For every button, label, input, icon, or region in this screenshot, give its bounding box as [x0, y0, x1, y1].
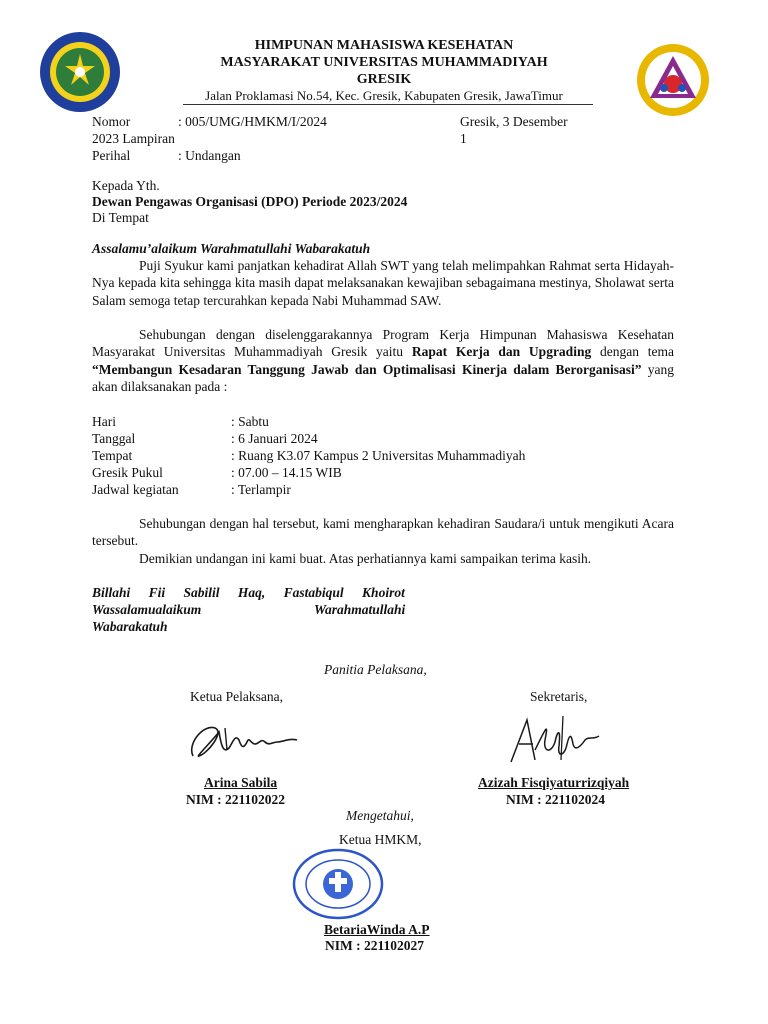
p2-text-c: dengan tema	[591, 344, 674, 360]
p2-text-e: yang akan dilaksanakan pada :	[92, 361, 674, 395]
kop-line-2: MASYARAKAT UNIVERSITAS MUHAMMADIYAH	[220, 55, 548, 70]
detail-value: : Ruang K3.07 Kampus 2 Universitas Muhammadiyah	[231, 448, 526, 463]
detail-value: : 6 Januari 2024	[231, 431, 318, 446]
detail-label: Tanggal	[92, 431, 136, 446]
mengetahui-label: Mengetahui,	[346, 808, 414, 823]
ketua-name: Arina Sabila	[204, 775, 278, 790]
ketua-signature	[185, 714, 305, 766]
closing-line-1: Billahi Fii Sabilil Haq, Fastabiqul Khoirot	[92, 585, 405, 600]
sekretaris-title: Sekretaris,	[530, 689, 588, 704]
p2-event-name: Rapat Kerja dan Upgrading	[411, 344, 592, 360]
closing-line-2a: Wassalamualaikum	[92, 602, 202, 617]
greeting: Assalamu’alaikum Warahmatullahi Wabarakatuh	[92, 241, 371, 256]
kop-address: Jalan Proklamasi No.54, Kec. Gresik, Kabupaten Gresik, JawaTimur	[205, 88, 563, 103]
detail-value: : Terlampir	[231, 482, 291, 497]
date-line-1: Gresik, 3 Desember	[460, 114, 568, 129]
perihal-value: : Undangan	[178, 148, 241, 163]
kop-divider	[183, 104, 593, 105]
detail-label: Tempat	[92, 448, 133, 463]
sekretaris-signature	[505, 710, 605, 770]
detail-label: Gresik Pukul	[92, 465, 163, 480]
kop-line-1: HIMPUNAN MAHASISWA KESEHATAN	[254, 38, 514, 53]
hmkm-title: Ketua HMKM,	[339, 832, 422, 847]
recipient-line-2: Dewan Pengawas Organisasi (DPO) Periode 2023/2024	[92, 194, 408, 209]
nomor-label: Nomor	[92, 114, 131, 129]
hmkm-name: BetariaWinda A.P	[324, 922, 430, 937]
hmkm-stamp	[290, 846, 386, 922]
paragraph-2	[92, 326, 674, 396]
detail-label: Hari	[92, 414, 116, 429]
p2-text-a: Sehubungan dengan diselenggarakannya Program Kerja Himpunan Mahasiswa Kesehatan Masyarakat Universitas Muhammadiyah Gresik yaitu	[92, 327, 674, 360]
panitia-label: Panitia Pelaksana,	[324, 662, 427, 677]
paragraph-4: Demikian undangan ini kami buat. Atas perhatiannya kami sampaikan terima kasih.	[139, 551, 592, 566]
date-line-2: 1	[460, 131, 467, 146]
closing-line-2b: Warahmatullahi	[314, 602, 406, 617]
perihal-label: Perihal	[92, 148, 131, 163]
detail-value: : 07.00 – 14.15 WIB	[231, 465, 342, 480]
kop-line-3: GRESIK	[356, 72, 412, 87]
hmkm-nim: NIM : 221102027	[325, 938, 424, 953]
recipient-line-1: Kepada Yth.	[92, 178, 160, 193]
p2-theme: “Membangun Kesadaran Tanggung Jawab dan Optimalisasi Kinerja dalam Berorganisasi”	[92, 361, 642, 377]
ketua-nim: NIM : 221102022	[186, 792, 285, 807]
paragraph-1: Puji Syukur kami panjatkan kehadirat Allah SWT yang telah melimpahkan Rahmat serta Hidayah-Nya kepada kita sehingga kita masih dapat melaksanakan kewajiban sebagaimana mestinya, Sholawat serta Salam semoga tetap tercurahkan kepada Nabi Muhammad SAW.	[92, 258, 674, 308]
sekretaris-name: Azizah Fisqiyaturrizqiyah	[478, 775, 630, 790]
paragraph-3: Sehubungan dengan hal tersebut, kami mengharapkan kehadiran Saudara/i untuk mengikuti Acara tersebut.	[92, 516, 674, 549]
right-logo	[632, 42, 714, 118]
detail-label: Jadwal kegiatan	[92, 482, 179, 497]
recipient-line-3: Di Tempat	[92, 210, 149, 225]
closing-line-3: Wabarakatuh	[92, 619, 168, 634]
nomor-value: : 005/UMG/HMKM/I/2024	[178, 114, 327, 129]
sekretaris-nim: NIM : 221102024	[506, 792, 605, 807]
detail-value: : Sabtu	[231, 414, 269, 429]
ketua-title: Ketua Pelaksana,	[190, 689, 283, 704]
lampiran-line: 2023 Lampiran	[92, 131, 175, 146]
